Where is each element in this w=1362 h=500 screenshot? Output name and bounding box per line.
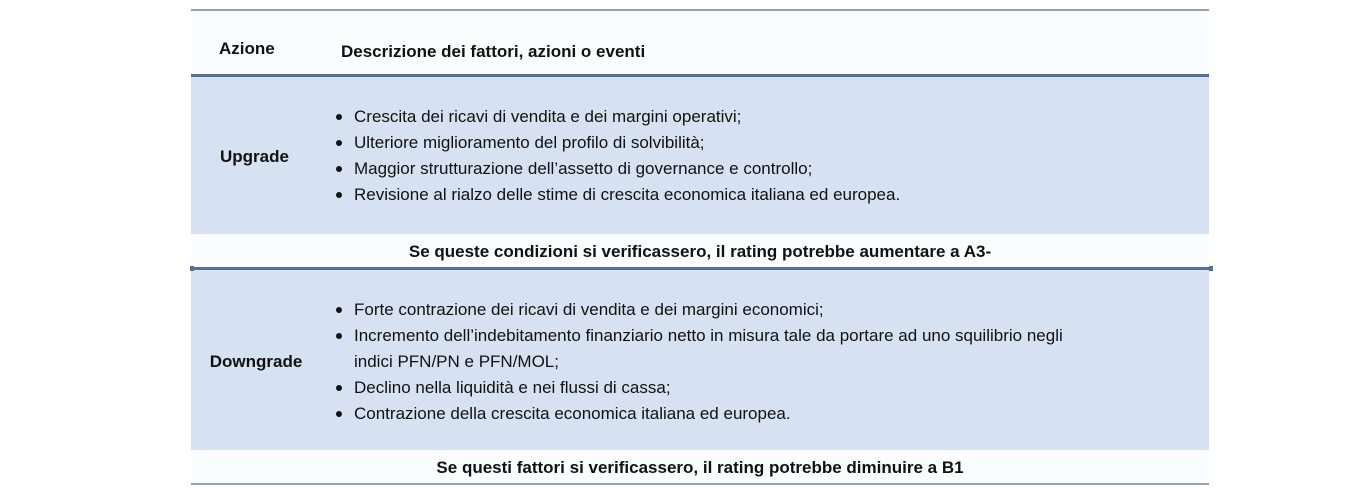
upgrade-label: Upgrade	[220, 147, 289, 166]
list-item: Crescita dei ricavi di vendita e dei margini operativi;	[333, 104, 900, 130]
table-bottom-rule	[191, 483, 1209, 485]
list-item: Contrazione della crescita economica italiana ed europea.	[333, 401, 1063, 427]
downgrade-factor-list	[333, 297, 1063, 427]
downgrade-row	[191, 272, 1209, 450]
list-item-line: indici PFN/PN e PFN/MOL;	[354, 352, 559, 371]
list-item: Forte contrazione dei ricavi di vendita e dei margini economici;	[333, 297, 1063, 323]
upgrade-row	[191, 77, 1209, 234]
list-item	[333, 323, 1063, 375]
list-item: Revisione al rialzo delle stime di crescita economica italiana ed europea.	[333, 182, 900, 208]
list-item: Ulteriore miglioramento del profilo di solvibilità;	[333, 130, 900, 156]
section-divider	[191, 267, 1209, 270]
upgrade-factor-list	[333, 104, 900, 208]
downgrade-summary: Se questi fattori si verificassero, il rating potrebbe diminuire a B1	[191, 450, 1209, 483]
header-description: Descrizione dei fattori, azioni o eventi	[341, 42, 646, 61]
header-action: Azione	[219, 39, 275, 58]
table-header-row	[191, 11, 1209, 74]
list-item-line: Incremento dell’indebitamento finanziario netto in misura tale da portare ad uno squilibrio negli	[354, 326, 1063, 345]
list-item: Maggior strutturazione dell’assetto di governance e controllo;	[333, 156, 900, 182]
downgrade-label: Downgrade	[209, 352, 303, 371]
list-item: Declino nella liquidità e nei flussi di cassa;	[333, 375, 1063, 401]
upgrade-summary: Se queste condizioni si verificassero, il rating potrebbe aumentare a A3-	[191, 234, 1209, 267]
rating-factors-table	[191, 9, 1209, 485]
